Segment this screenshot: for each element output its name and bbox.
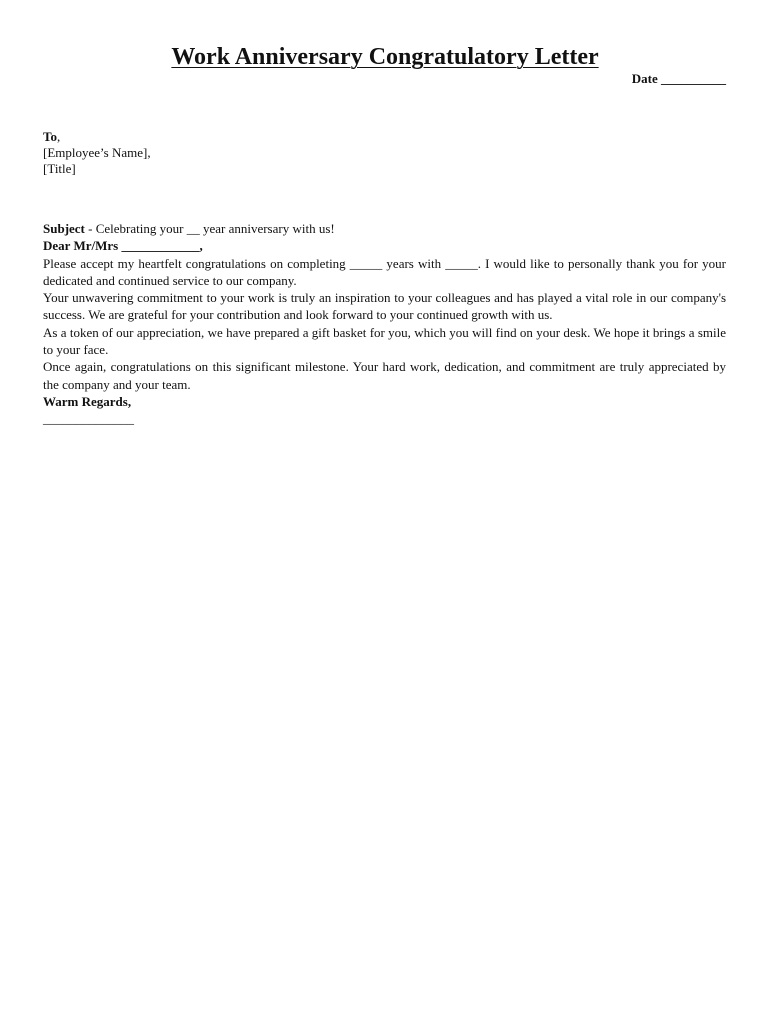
recipient-name: [Employee’s Name], [43,145,151,160]
paragraph: Your unwavering commitment to your work is truly an inspiration to your colleagues and has played a vital role in our company's success. We are grateful for your contribution and look forward to your continued growth with us. [43,290,726,323]
recipient-to-punct: , [56,129,61,144]
salutation: Dear Mr/Mrs ____________, [43,238,203,254]
subject-line [43,220,726,237]
closing: Warm Regards, [43,393,132,409]
recipient-block [43,129,151,177]
letter-title [0,42,770,72]
recipient-to: To [43,129,57,144]
recipient-to-line [43,129,151,145]
date-line [632,71,726,87]
paragraph: Please accept my heartfelt congratulations on completing _____ years with _____. I would like to personally thank you for your dedicated and continued service to our company. [43,255,726,288]
letter-title-text: Work Anniversary Congratulatory Letter [171,44,599,70]
paragraph: Once again, congratulations on this significant milestone. Your hard work, dedication, and commitment are truly appreciated by the company and your team. [43,359,726,392]
date-label: Date [631,71,658,86]
subject-label: Subject [43,221,85,236]
letter-body [43,220,726,428]
paragraph: As a token of our appreciation, we have prepared a gift basket for you, which you will find on your desk. We hope it brings a smile to your face. [43,324,726,358]
subject-text: - Celebrating your __ year anniversary with us! [84,221,335,236]
signature-blank: ______________ [43,411,134,427]
date-blank: __________ [661,71,726,86]
recipient-title: [Title] [43,161,76,176]
